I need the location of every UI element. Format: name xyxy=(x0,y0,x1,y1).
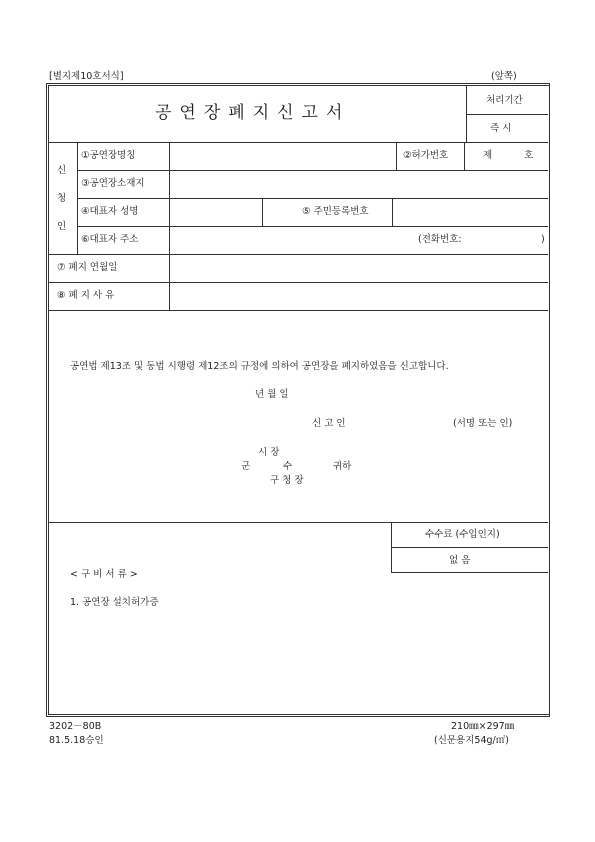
addressee-county-su: 수 xyxy=(283,461,293,472)
table-line xyxy=(77,142,78,254)
representative-address-field[interactable] xyxy=(170,227,410,253)
closure-date-field[interactable] xyxy=(170,255,548,281)
signature-note: (서명 또는 인) xyxy=(453,418,513,429)
representative-name-label: ④대표자 성명 xyxy=(81,206,139,217)
addressee-district: 구 청 장 xyxy=(270,475,304,486)
table-line xyxy=(49,522,548,523)
representative-address-label: ⑥대표자 주소 xyxy=(81,234,139,245)
representative-name-field[interactable] xyxy=(170,199,261,225)
addressee-county-gun: 군 xyxy=(241,461,251,472)
applicant-label: 신 고 인 xyxy=(312,418,346,429)
date-line: 년 월 일 xyxy=(255,389,289,400)
closure-reason-field[interactable] xyxy=(170,283,548,309)
paper-size: 210㎜×297㎜ xyxy=(451,721,515,732)
fee-line xyxy=(391,547,548,548)
form-title: 공연장폐지신고서 xyxy=(155,103,351,123)
addressee-honorific: 귀하 xyxy=(333,461,352,472)
fee-value: 없 음 xyxy=(449,555,471,566)
page-side-label: (앞쪽) xyxy=(491,71,517,82)
fee-line xyxy=(391,572,548,573)
applicant-vertical-1: 신 xyxy=(57,165,67,176)
table-line xyxy=(464,142,465,170)
processing-divider xyxy=(466,114,548,115)
processing-period-value: 즉 시 xyxy=(490,123,512,134)
permit-number-prefix: 제 xyxy=(483,150,493,161)
table-line xyxy=(262,198,263,226)
permit-number-label: ②허가번호 xyxy=(403,150,449,161)
permit-number-suffix: 호 xyxy=(524,150,534,161)
table-line xyxy=(396,142,397,170)
form-number: [별지제10호서식] xyxy=(49,71,124,82)
document-item: 1. 공연장 설치허가증 xyxy=(70,597,159,608)
closure-reason-label: ⑧ 폐 지 사 유 xyxy=(57,290,115,301)
applicant-vertical-2: 청 xyxy=(57,193,67,204)
phone-close: ) xyxy=(541,234,545,245)
resident-number-label: ⑤ 주민등록번호 xyxy=(302,206,369,217)
table-line xyxy=(49,310,548,311)
approval-date: 81.5.18승인 xyxy=(49,735,104,746)
applicant-vertical-3: 인 xyxy=(57,221,67,232)
phone-label: (전화번호: xyxy=(418,234,462,245)
paper-type: (신문용지54g/㎡) xyxy=(434,735,509,746)
permit-number-field[interactable] xyxy=(495,143,521,169)
form-code: 3202－80B xyxy=(49,721,102,732)
phone-field[interactable] xyxy=(475,227,540,253)
statement-text: 공연법 제13조 및 동법 시행령 제12조의 규정에 의하여 공연장을 폐지하였음을 신고합니다. xyxy=(70,361,449,372)
addressee-mayor: 시 장 xyxy=(258,447,280,458)
resident-number-field[interactable] xyxy=(393,199,548,225)
venue-location-field[interactable] xyxy=(170,171,548,197)
applicant-signature-field[interactable] xyxy=(360,412,445,434)
venue-name-field[interactable] xyxy=(170,143,395,169)
processing-period-label: 처리기간 xyxy=(486,95,523,106)
venue-name-label: ①공연장명칭 xyxy=(81,150,136,161)
documents-title: < 구 비 서 류 > xyxy=(70,569,138,580)
closure-date-label: ⑦ 폐지 연월일 xyxy=(57,262,118,273)
venue-location-label: ③공연장소재지 xyxy=(81,178,145,189)
fee-label: 수수료 (수입인지) xyxy=(425,529,500,540)
